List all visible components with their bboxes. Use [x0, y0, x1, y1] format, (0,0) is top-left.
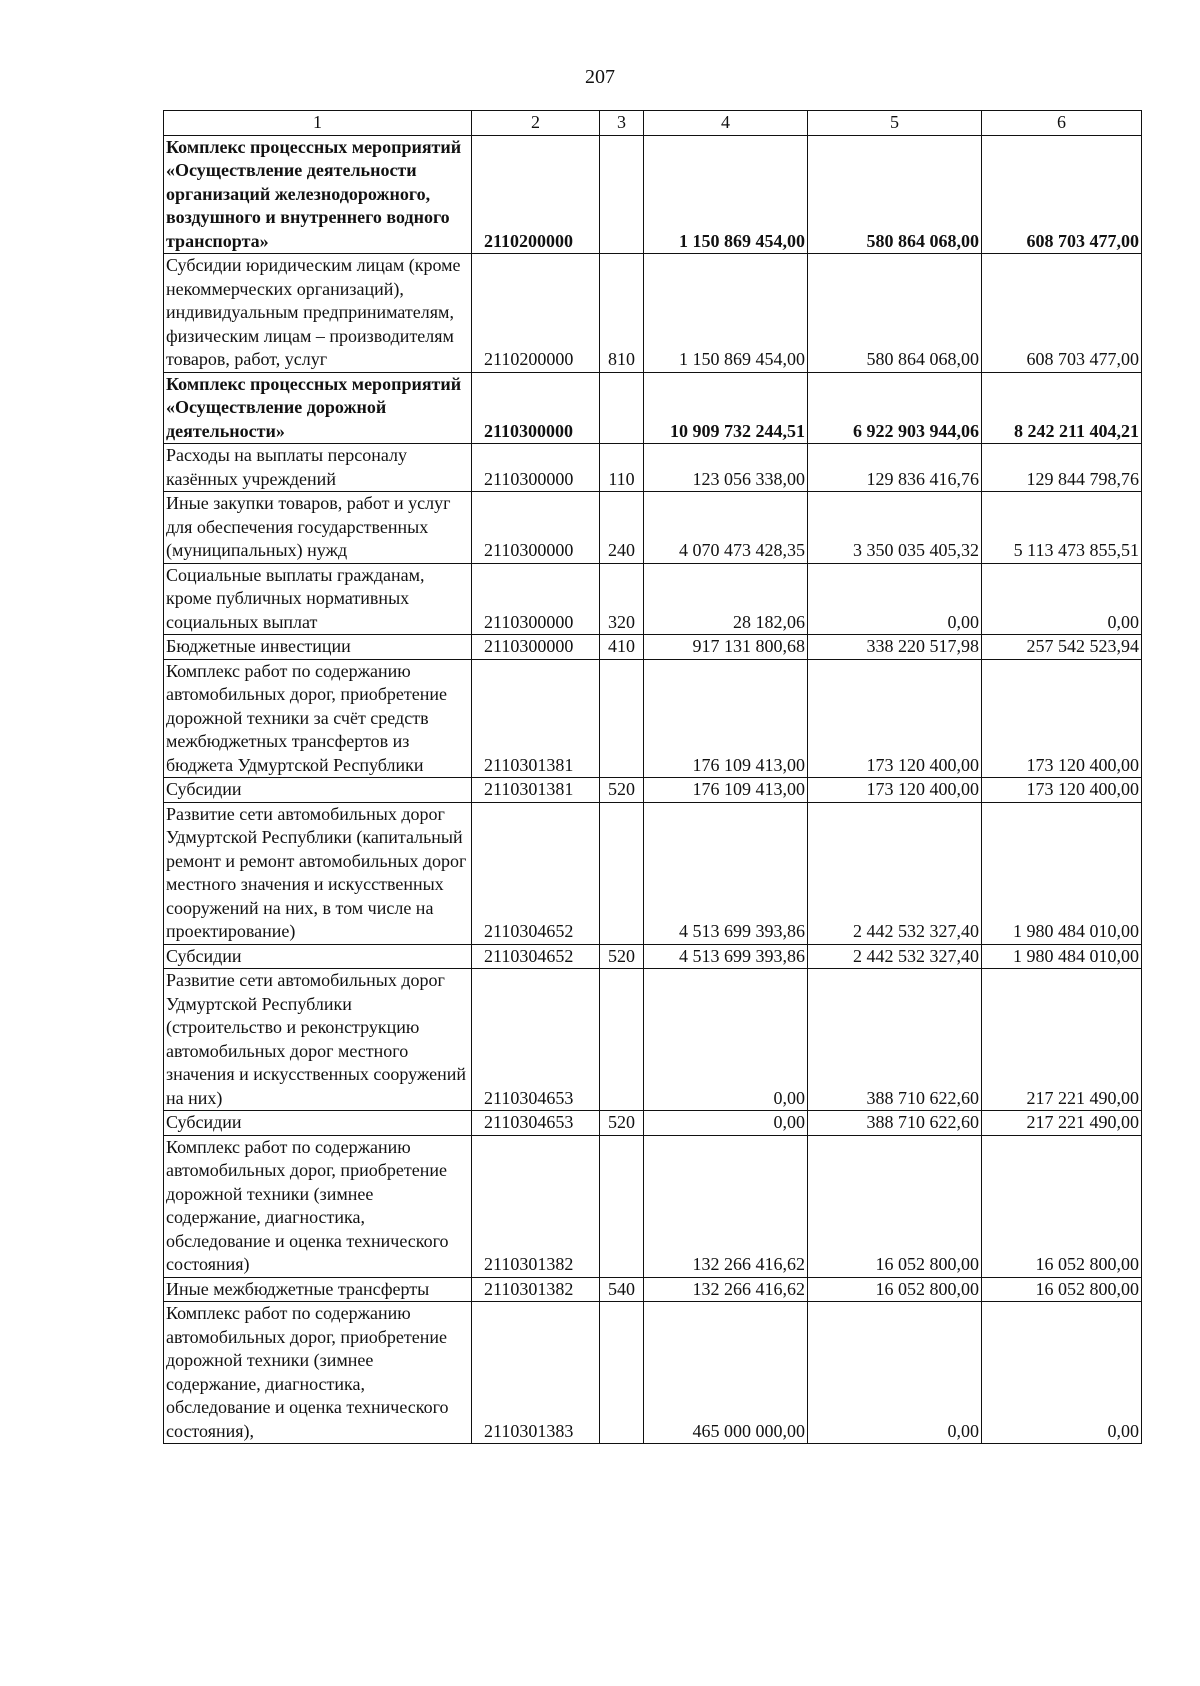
row-code-cell: 2110301382	[472, 1277, 600, 1302]
table-row	[164, 1111, 1142, 1136]
row-name-cell: Иные межбюджетные трансферты	[164, 1277, 472, 1302]
row-code-cell: 2110301381	[472, 778, 600, 803]
table-row	[164, 778, 1142, 803]
row-amount-3-cell: 8 242 211 404,21	[982, 372, 1142, 444]
row-amount-3-cell: 173 120 400,00	[982, 778, 1142, 803]
row-amount-2-cell: 580 864 068,00	[808, 254, 982, 373]
budget-table	[163, 110, 1142, 1444]
row-amount-2-cell: 338 220 517,98	[808, 635, 982, 660]
row-expense-type-cell	[600, 659, 644, 778]
row-amount-2-cell: 2 442 532 327,40	[808, 802, 982, 944]
row-expense-type-cell: 320	[600, 563, 644, 635]
table-row	[164, 1302, 1142, 1444]
row-name-cell: Социальные выплаты гражданам, кроме публичных нормативных социальных выплат	[164, 563, 472, 635]
row-amount-3-cell: 257 542 523,94	[982, 635, 1142, 660]
row-amount-2-cell: 2 442 532 327,40	[808, 944, 982, 969]
row-expense-type-cell	[600, 372, 644, 444]
row-amount-2-cell: 388 710 622,60	[808, 1111, 982, 1136]
table-row	[164, 492, 1142, 564]
row-expense-type-cell	[600, 1302, 644, 1444]
column-header: 4	[644, 111, 808, 136]
row-code-cell: 2110301382	[472, 1135, 600, 1277]
row-amount-1-cell: 176 109 413,00	[644, 778, 808, 803]
column-header: 2	[472, 111, 600, 136]
row-expense-type-cell: 810	[600, 254, 644, 373]
row-amount-1-cell: 28 182,06	[644, 563, 808, 635]
row-amount-1-cell: 4 513 699 393,86	[644, 802, 808, 944]
row-name-cell: Комплекс работ по содержанию автомобильных дорог, приобретение дорожной техники (зимнее содержание, диагностика, обследование и оценка технического состояния),	[164, 1302, 472, 1444]
row-name-cell: Субсидии юридическим лицам (кроме некоммерческих организаций), индивидуальным предпринимателям, физическим лицам – производителям товаров, работ, услуг	[164, 254, 472, 373]
row-expense-type-cell	[600, 135, 644, 254]
table-row	[164, 372, 1142, 444]
row-name-cell: Субсидии	[164, 1111, 472, 1136]
row-amount-1-cell: 0,00	[644, 1111, 808, 1136]
row-amount-3-cell: 608 703 477,00	[982, 135, 1142, 254]
row-amount-1-cell: 10 909 732 244,51	[644, 372, 808, 444]
table-row	[164, 659, 1142, 778]
row-code-cell: 2110300000	[472, 372, 600, 444]
row-amount-3-cell: 0,00	[982, 1302, 1142, 1444]
row-expense-type-cell: 520	[600, 1111, 644, 1136]
row-amount-3-cell: 16 052 800,00	[982, 1135, 1142, 1277]
row-name-cell: Комплекс процессных мероприятий «Осуществление дорожной деятельности»	[164, 372, 472, 444]
row-code-cell: 2110304653	[472, 1111, 600, 1136]
row-amount-2-cell: 580 864 068,00	[808, 135, 982, 254]
row-amount-3-cell: 1 980 484 010,00	[982, 944, 1142, 969]
page-number: 207	[585, 66, 615, 88]
row-amount-3-cell: 129 844 798,76	[982, 444, 1142, 492]
row-amount-1-cell: 176 109 413,00	[644, 659, 808, 778]
row-amount-1-cell: 1 150 869 454,00	[644, 254, 808, 373]
column-header: 1	[164, 111, 472, 136]
row-amount-1-cell: 917 131 800,68	[644, 635, 808, 660]
row-expense-type-cell: 110	[600, 444, 644, 492]
row-expense-type-cell	[600, 1135, 644, 1277]
column-header: 5	[808, 111, 982, 136]
table-row	[164, 563, 1142, 635]
row-amount-3-cell: 217 221 490,00	[982, 1111, 1142, 1136]
row-amount-2-cell: 3 350 035 405,32	[808, 492, 982, 564]
table-row	[164, 635, 1142, 660]
row-expense-type-cell: 540	[600, 1277, 644, 1302]
row-expense-type-cell	[600, 802, 644, 944]
row-code-cell: 2110304652	[472, 944, 600, 969]
row-amount-3-cell: 217 221 490,00	[982, 969, 1142, 1111]
row-code-cell: 2110301383	[472, 1302, 600, 1444]
row-name-cell: Иные закупки товаров, работ и услуг для обеспечения государственных (муниципальных) нужд	[164, 492, 472, 564]
row-amount-2-cell: 0,00	[808, 1302, 982, 1444]
row-name-cell: Комплекс работ по содержанию автомобильных дорог, приобретение дорожной техники за счёт средств межбюджетных трансфертов из бюджета Удмуртской Республики	[164, 659, 472, 778]
table-header-row	[164, 111, 1142, 136]
row-amount-1-cell: 0,00	[644, 969, 808, 1111]
row-amount-3-cell: 0,00	[982, 563, 1142, 635]
row-code-cell: 2110300000	[472, 444, 600, 492]
table-row	[164, 1135, 1142, 1277]
table-row	[164, 254, 1142, 373]
row-amount-1-cell: 1 150 869 454,00	[644, 135, 808, 254]
row-name-cell: Комплекс процессных мероприятий «Осуществление деятельности организаций железнодорожного, воздушного и внутреннего водного транспорта»	[164, 135, 472, 254]
row-code-cell: 2110300000	[472, 492, 600, 564]
row-expense-type-cell: 410	[600, 635, 644, 660]
row-code-cell: 2110301381	[472, 659, 600, 778]
row-amount-3-cell: 608 703 477,00	[982, 254, 1142, 373]
row-amount-1-cell: 132 266 416,62	[644, 1135, 808, 1277]
table-row	[164, 444, 1142, 492]
row-name-cell: Субсидии	[164, 778, 472, 803]
column-header: 6	[982, 111, 1142, 136]
row-amount-3-cell: 5 113 473 855,51	[982, 492, 1142, 564]
table-row	[164, 1277, 1142, 1302]
row-name-cell: Комплекс работ по содержанию автомобильных дорог, приобретение дорожной техники (зимнее содержание, диагностика, обследование и оценка технического состояния)	[164, 1135, 472, 1277]
row-amount-2-cell: 173 120 400,00	[808, 778, 982, 803]
row-amount-1-cell: 123 056 338,00	[644, 444, 808, 492]
table-row	[164, 944, 1142, 969]
row-expense-type-cell: 520	[600, 944, 644, 969]
row-name-cell: Расходы на выплаты персоналу казённых учреждений	[164, 444, 472, 492]
row-amount-3-cell: 173 120 400,00	[982, 659, 1142, 778]
table-row	[164, 969, 1142, 1111]
row-amount-3-cell: 1 980 484 010,00	[982, 802, 1142, 944]
table-row	[164, 135, 1142, 254]
row-amount-2-cell: 0,00	[808, 563, 982, 635]
row-amount-2-cell: 16 052 800,00	[808, 1277, 982, 1302]
column-header: 3	[600, 111, 644, 136]
row-amount-2-cell: 16 052 800,00	[808, 1135, 982, 1277]
row-amount-1-cell: 4 070 473 428,35	[644, 492, 808, 564]
row-amount-1-cell: 132 266 416,62	[644, 1277, 808, 1302]
row-expense-type-cell	[600, 969, 644, 1111]
row-name-cell: Субсидии	[164, 944, 472, 969]
row-amount-2-cell: 388 710 622,60	[808, 969, 982, 1111]
row-name-cell: Бюджетные инвестиции	[164, 635, 472, 660]
row-code-cell: 2110300000	[472, 635, 600, 660]
row-amount-2-cell: 6 922 903 944,06	[808, 372, 982, 444]
row-expense-type-cell: 520	[600, 778, 644, 803]
row-amount-3-cell: 16 052 800,00	[982, 1277, 1142, 1302]
row-code-cell: 2110304652	[472, 802, 600, 944]
row-code-cell: 2110200000	[472, 254, 600, 373]
row-code-cell: 2110200000	[472, 135, 600, 254]
row-amount-1-cell: 465 000 000,00	[644, 1302, 808, 1444]
row-amount-2-cell: 173 120 400,00	[808, 659, 982, 778]
row-name-cell: Развитие сети автомобильных дорог Удмуртской Республики (строительство и реконструкцию автомобильных дорог местного значения и искусственных сооружений на них)	[164, 969, 472, 1111]
row-amount-2-cell: 129 836 416,76	[808, 444, 982, 492]
row-amount-1-cell: 4 513 699 393,86	[644, 944, 808, 969]
row-expense-type-cell: 240	[600, 492, 644, 564]
row-name-cell: Развитие сети автомобильных дорог Удмуртской Республики (капитальный ремонт и ремонт автомобильных дорог местного значения и искусственных сооружений на них, в том числе на проектирование)	[164, 802, 472, 944]
row-code-cell: 2110300000	[472, 563, 600, 635]
row-code-cell: 2110304653	[472, 969, 600, 1111]
table-row	[164, 802, 1142, 944]
